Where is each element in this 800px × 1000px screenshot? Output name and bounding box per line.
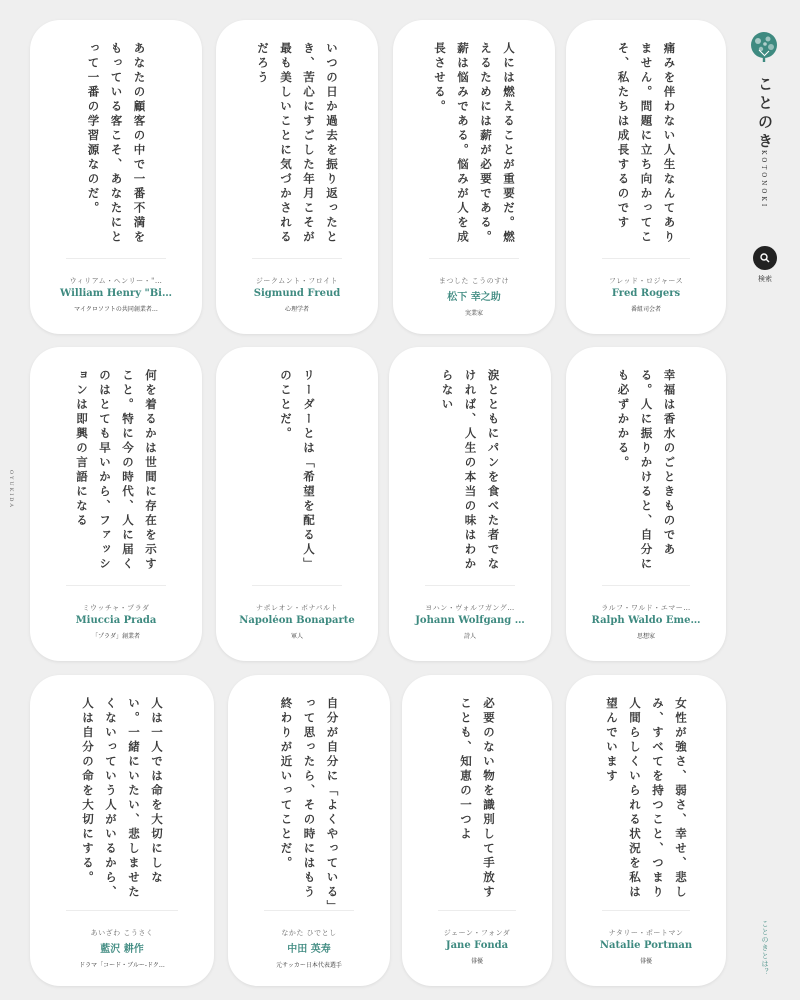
author-info <box>40 603 192 640</box>
quote-text: 痛みを伴わない人生なんてありません。問題に立ち向かってこそ、私たちは成長するのです <box>616 42 677 245</box>
author-name[interactable]: 中田 英寿 <box>287 944 331 955</box>
author-info <box>40 928 204 969</box>
author-info <box>226 603 368 640</box>
card-divider <box>252 585 342 586</box>
author-role: 実業家 <box>464 310 483 317</box>
author-reading: フレッド・ロジャース <box>608 277 684 285</box>
tree-icon <box>747 30 781 64</box>
author-info <box>576 276 716 313</box>
card-divider <box>602 910 690 911</box>
author-name[interactable]: Fred Rogers <box>611 288 681 299</box>
quote-text-wrap <box>566 42 726 257</box>
quote-text: 涙とともにパンを食べた者でなければ、人生の本当の味はわからない <box>440 369 501 572</box>
quote-text-wrap <box>389 369 551 584</box>
quote-text: 人には燃えることが重要だ。燃えるためには薪が必要である。薪は悩みである。悩みが人を成長させる。 <box>433 42 516 245</box>
author-info <box>226 276 368 313</box>
author-reading: ラルフ・ワルド・エマー… <box>601 604 691 612</box>
author-info <box>238 928 380 969</box>
quote-card[interactable] <box>566 675 726 986</box>
quote-text-wrap <box>402 697 552 912</box>
author-info <box>412 928 542 965</box>
author-reading: ジェーン・フォンダ <box>443 929 511 937</box>
author-name[interactable]: Sigmund Freud <box>253 288 341 299</box>
card-divider <box>602 258 690 259</box>
card-divider <box>66 258 166 259</box>
quote-text-wrap <box>566 697 726 912</box>
quote-text-wrap <box>216 42 378 257</box>
author-role: 「プラダ」創業者 <box>92 633 140 640</box>
quote-text-wrap <box>228 697 390 912</box>
quote-text: リーダーとは「希望を配る人」のことだ。 <box>279 369 316 572</box>
author-reading: ナポレオン・ボナパルト <box>255 604 339 612</box>
author-name[interactable]: Ralph Waldo Eme… <box>591 615 701 626</box>
quote-text-wrap <box>216 369 378 584</box>
author-name[interactable]: Miuccia Prada <box>75 615 157 626</box>
author-name[interactable]: Natalie Portman <box>599 940 693 951</box>
author-name[interactable]: 藍沢 耕作 <box>100 944 144 955</box>
author-role: 俳優 <box>639 958 652 965</box>
author-name[interactable]: Napoléon Bonaparte <box>239 615 355 626</box>
quote-card[interactable] <box>393 20 555 334</box>
logo-subtitle: KOTONOKI <box>760 150 767 210</box>
author-info <box>576 928 716 965</box>
quote-text-wrap <box>30 42 202 257</box>
quote-text: 必要のない物を識別して手放すことも、知恵の一つよ <box>459 697 496 900</box>
author-reading: ウィリアム・ヘンリー・"… <box>69 277 163 285</box>
author-name[interactable]: William Henry "Bi… <box>60 288 172 299</box>
search-icon <box>760 253 770 263</box>
author-name[interactable]: Johann Wolfgang … <box>415 615 525 626</box>
quote-card[interactable] <box>566 20 726 334</box>
about-link[interactable]: ことのきとは？ <box>761 920 769 976</box>
author-reading: ミウッチャ・プラダ <box>82 604 150 612</box>
quote-text: 人は一人では命を大切にしない。一緒にいたい、悲しませたくないっていう人がいるから、人は自分の命を大切にする。 <box>81 697 164 900</box>
card-divider <box>429 258 519 259</box>
author-role: 軍人 <box>290 633 303 640</box>
author-reading: ヨハン・ヴォルフガング… <box>425 604 515 612</box>
quote-card[interactable] <box>566 347 726 661</box>
quote-text: 幸福は香水のごときものである。人に振りかけると、自分にも必ずかかる。 <box>616 369 677 572</box>
side-vertical-mark: OYUKIDA <box>8 470 14 509</box>
author-role: 心理学者 <box>284 306 309 313</box>
card-divider <box>252 258 342 259</box>
quote-card[interactable] <box>30 347 202 661</box>
author-info <box>403 276 545 317</box>
author-role: 詩人 <box>463 633 476 640</box>
author-role: 番組司会者 <box>630 306 661 313</box>
author-role: 俳優 <box>470 958 483 965</box>
quote-text: あなたの顧客の中で一番不満をもっている客こそ、あなたにとって一番の学習源なのだ。 <box>86 42 147 245</box>
quote-text: 何を着るかは世間に存在を示すこと。特に今の時代、人に届くのはとても早いから、ファッションは即興の言語になる <box>75 369 158 572</box>
quote-card[interactable] <box>228 675 390 986</box>
quote-card[interactable] <box>216 347 378 661</box>
author-role: ドラマ「コード・ブルー-ドク… <box>79 962 165 969</box>
author-role: 思想家 <box>636 633 655 640</box>
author-info <box>576 603 716 640</box>
quote-text: 女性が強さ、弱さ、幸せ、悲しみ、すべてを持つこと、つまり人間らしくいられる状況を私は望んでいます <box>605 697 688 900</box>
quote-text: 自分が自分に「よくやっている」って思ったら、その時にはもう終わりが近いってことだ。 <box>279 697 340 909</box>
search-button[interactable] <box>753 246 777 270</box>
author-info <box>40 276 192 313</box>
author-info <box>399 603 541 640</box>
quote-card[interactable] <box>389 347 551 661</box>
quote-text-wrap <box>30 369 202 584</box>
quote-text-wrap <box>30 697 214 912</box>
author-name[interactable]: 松下 幸之助 <box>447 292 501 303</box>
card-divider <box>66 910 178 911</box>
card-divider <box>425 585 515 586</box>
quote-text-wrap <box>393 42 555 257</box>
author-reading: ジークムント・フロイト <box>255 277 339 285</box>
author-reading: ナタリー・ポートマン <box>608 929 684 937</box>
card-divider <box>264 910 354 911</box>
card-divider <box>602 585 690 586</box>
author-name[interactable]: Jane Fonda <box>445 940 509 951</box>
quote-text: いつの日か過去を振り返ったとき、苦心にすごした年月こそが最も美しいことに気づかされるだろう <box>256 42 339 245</box>
card-divider <box>66 585 166 586</box>
quote-card[interactable] <box>30 20 202 334</box>
quote-card[interactable] <box>30 675 214 986</box>
card-divider <box>438 910 516 911</box>
author-reading: あいざわ こうさく <box>90 929 154 937</box>
quote-text-wrap <box>566 369 726 584</box>
author-role: 元サッカー日本代表選手 <box>276 962 342 969</box>
author-reading: まつした こうのすけ <box>438 277 510 285</box>
quote-card[interactable] <box>216 20 378 334</box>
logo-title: ことのき <box>756 76 774 152</box>
quote-card[interactable] <box>402 675 552 986</box>
author-reading: なかた ひでとし <box>281 929 337 937</box>
author-role: マイクロソフトの共同創業者… <box>74 306 158 313</box>
site-logo[interactable] <box>744 30 784 68</box>
search-label: 検索 <box>758 275 772 283</box>
